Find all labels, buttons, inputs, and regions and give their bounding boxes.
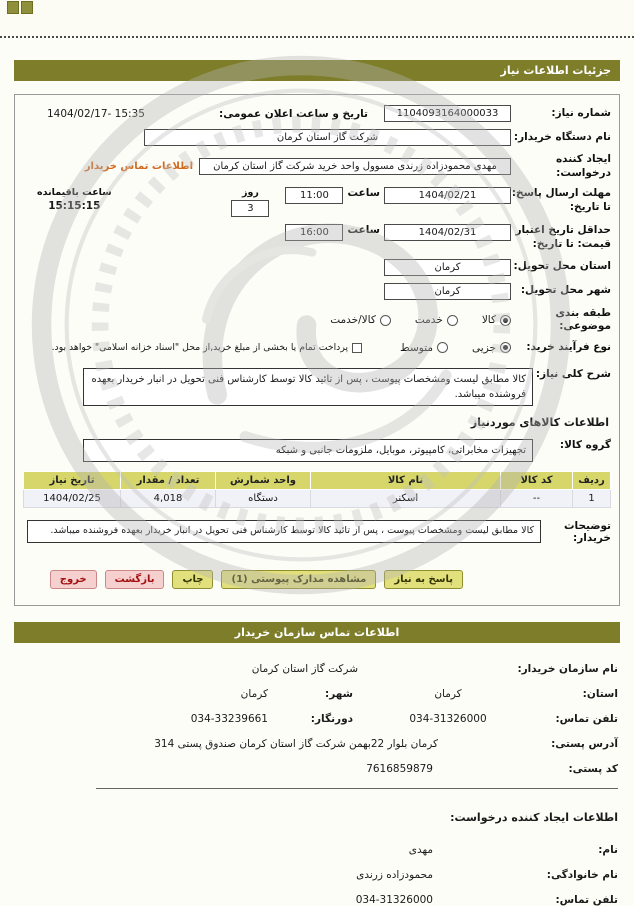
province-city-row bbox=[16, 688, 618, 700]
process-option-label: جزیی bbox=[472, 341, 496, 354]
process-option-label: متوسط bbox=[400, 341, 434, 354]
radio-icon bbox=[437, 342, 448, 353]
buyer-org-field[interactable]: شرکت گاز استان کرمان bbox=[144, 129, 511, 146]
buyer-org-row bbox=[23, 129, 611, 146]
table-header-item-name: نام کالا bbox=[311, 472, 501, 490]
table-row[interactable] bbox=[24, 490, 611, 508]
print-button[interactable]: چاپ bbox=[172, 570, 213, 589]
classification-option-label: خدمت bbox=[414, 314, 443, 327]
cell-need-date: 1404/02/25 bbox=[24, 490, 121, 508]
buyer-notes-label: توضیحات خریدار: bbox=[563, 520, 611, 545]
exit-button[interactable]: خروج bbox=[50, 570, 97, 589]
org-name-label: نام سازمان خریدار: bbox=[517, 663, 618, 676]
city-label: شهر: bbox=[325, 688, 353, 701]
toolbar-fragment-icon bbox=[7, 1, 19, 14]
buyer-notes-box[interactable]: کالا مطابق لیست ومشخصات پیوست ، پس از تائید کالا توسط کارشناس فنی تحویل در انبار خریدار بعهده فروشنده میباشد. bbox=[27, 520, 541, 542]
description-row bbox=[23, 368, 611, 406]
creator-label: ایجاد کننده درخواست: bbox=[555, 153, 611, 179]
phone-value: 034-31326000 bbox=[409, 713, 487, 726]
table-header-row-number: ردیف bbox=[573, 472, 611, 490]
goods-table bbox=[23, 471, 611, 508]
deadline-hour-label: ساعت bbox=[347, 187, 380, 200]
need-number-field[interactable]: 1104093164000033 bbox=[384, 105, 511, 122]
delivery-city-field[interactable]: کرمان bbox=[384, 283, 511, 300]
buyer-org-label: نام دستگاه خریدار: bbox=[513, 130, 611, 143]
last-name-label: نام خانوادگی: bbox=[546, 869, 618, 882]
classification-option-label: کالا/خدمت bbox=[330, 314, 376, 327]
delivery-province-field[interactable]: کرمان bbox=[384, 259, 511, 276]
days-remaining-group bbox=[231, 187, 269, 217]
treasury-checkbox[interactable] bbox=[352, 343, 362, 353]
goods-group-box: تجهیزات مخابراتی، کامپیوتر، موبایل، ملزومات جانبی و شبکه bbox=[83, 439, 533, 462]
classification-row bbox=[23, 307, 611, 334]
section-divider bbox=[96, 788, 618, 789]
first-name-label: نام: bbox=[598, 844, 618, 857]
goods-table-header-row bbox=[24, 472, 611, 490]
description-box[interactable]: کالا مطابق لیست ومشخصات پیوست ، پس از تائید کالا توسط کارشناس فنی تحویل در انبار خریدار بعهده فروشنده میباشد. bbox=[83, 368, 533, 406]
classification-option-goods-service[interactable] bbox=[330, 314, 391, 326]
classification-label: طبقه بندی موضوعی: bbox=[555, 306, 611, 333]
section-header-request-details bbox=[14, 60, 620, 81]
delivery-city-row bbox=[23, 283, 611, 300]
need-number-row bbox=[23, 105, 611, 122]
request-details-panel bbox=[14, 94, 620, 606]
phone-label: تلفن تماس: bbox=[555, 713, 618, 726]
radio-selected-icon bbox=[500, 342, 511, 353]
toolbar-fragment-icon bbox=[21, 1, 33, 14]
first-name-value: مهدی bbox=[408, 844, 433, 857]
creator-phone-row bbox=[16, 894, 618, 906]
hours-remaining-label: ساعت باقیمانده bbox=[37, 187, 112, 199]
phone-fax-row bbox=[16, 713, 618, 725]
day-label: روز bbox=[242, 187, 259, 199]
deadline-date-field[interactable]: 1404/02/21 bbox=[384, 187, 511, 204]
org-name-row bbox=[16, 663, 618, 675]
validity-time-field[interactable]: 16:00 bbox=[285, 224, 343, 241]
hours-remaining-value: 15:15:15 bbox=[48, 200, 101, 213]
process-type-row bbox=[23, 341, 611, 355]
delivery-city-label: شهر محل تحویل: bbox=[520, 284, 611, 297]
buyer-contact-link[interactable]: اطلاعات تماس خریدار bbox=[84, 161, 193, 173]
first-name-row bbox=[16, 844, 618, 856]
postal-code-value: 7616859879 bbox=[366, 763, 433, 776]
classification-option-service[interactable] bbox=[415, 314, 458, 326]
buyer-notes-row bbox=[23, 520, 611, 544]
process-option-minor[interactable] bbox=[472, 342, 511, 354]
back-button[interactable]: بازگشت bbox=[105, 570, 165, 589]
address-value: کرمان بلوار 22بهمن شرکت گاز استان کرمان صندوق پستی 314 bbox=[154, 738, 438, 751]
cell-item-code: -- bbox=[501, 490, 573, 508]
cell-row-number: 1 bbox=[573, 490, 611, 508]
process-option-medium[interactable] bbox=[400, 342, 448, 354]
section-header-contact bbox=[14, 622, 620, 643]
goods-section-title: اطلاعات کالاهای موردنیاز bbox=[470, 416, 609, 430]
price-validity-row bbox=[23, 224, 611, 251]
address-row bbox=[16, 738, 618, 750]
announce-datetime-label: تاریخ و ساعت اعلان عمومی: bbox=[219, 107, 368, 120]
creator-phone-label: تلفن تماس: bbox=[555, 894, 618, 906]
days-field[interactable]: 3 bbox=[231, 200, 269, 217]
delivery-province-label: استان محل تحویل: bbox=[513, 260, 611, 273]
table-header-quantity: تعداد / مقدار bbox=[121, 472, 216, 490]
page-top-strip bbox=[0, 0, 634, 36]
validity-date-field[interactable]: 1404/02/31 bbox=[384, 224, 511, 241]
section-header-title: اطلاعات تماس سازمان خریدار bbox=[234, 626, 400, 640]
process-type-label: نوع فرآیند خرید: bbox=[526, 340, 611, 353]
need-number-label: شماره نیاز: bbox=[551, 106, 611, 119]
cell-quantity: 4,018 bbox=[121, 490, 216, 508]
last-name-row bbox=[16, 869, 618, 881]
fax-label: دورنگار: bbox=[310, 713, 353, 726]
table-header-need-date: تاریخ نیاز bbox=[24, 472, 121, 490]
table-header-item-code: کد کالا bbox=[501, 472, 573, 490]
address-label: آدرس پستی: bbox=[551, 738, 618, 751]
cell-item-name: اسکنر bbox=[311, 490, 501, 508]
province-label: استان: bbox=[582, 688, 618, 701]
org-name-value: شرکت گاز استان کرمان bbox=[251, 663, 358, 676]
deadline-label: مهلت ارسال پاسخ: تا تاریخ: bbox=[511, 187, 611, 213]
radio-icon bbox=[447, 315, 458, 326]
buyer-contact-section bbox=[16, 663, 618, 906]
page-divider bbox=[0, 36, 634, 38]
last-name-value: محمودزاده زرندی bbox=[356, 869, 433, 882]
action-buttons-row bbox=[23, 570, 463, 589]
goods-group-row bbox=[23, 439, 611, 462]
postal-code-label: کد پستی: bbox=[568, 763, 618, 776]
deadline-row bbox=[23, 187, 611, 217]
section-header-title: جزئیات اطلاعات نیاز bbox=[500, 64, 611, 77]
validity-hour-label: ساعت bbox=[347, 224, 380, 237]
city-value: کرمان bbox=[240, 688, 268, 701]
radio-icon bbox=[380, 315, 391, 326]
creator-row bbox=[23, 153, 611, 180]
table-header-unit: واحد شمارش bbox=[216, 472, 311, 490]
goods-group-label: گروه کالا: bbox=[559, 439, 611, 452]
creator-field[interactable]: مهدی محمودزاده زرندی مسوول واحد خرید شرکت گاز استان کرمان bbox=[199, 158, 511, 175]
price-validity-label: حداقل تاریخ اعتبار قیمت: تا تاریخ: bbox=[515, 224, 611, 250]
treasury-note: پرداخت تمام یا بخشی از مبلغ خرید,از محل "اسناد خزانه اسلامی" خواهد بود. bbox=[51, 342, 349, 354]
classification-option-goods[interactable] bbox=[482, 314, 511, 326]
creator-info-header: اطلاعات ایجاد کننده درخواست: bbox=[450, 811, 618, 825]
reply-button[interactable]: پاسخ به نیاز bbox=[384, 570, 463, 589]
province-value: کرمان bbox=[434, 688, 462, 701]
announce-datetime-value: 1404/02/17- 15:35 bbox=[47, 107, 145, 120]
hours-remaining-group bbox=[37, 187, 112, 212]
attachments-button[interactable]: مشاهده مدارک پیوستی (1) bbox=[221, 570, 376, 589]
fax-value: 034-33239661 bbox=[190, 713, 268, 726]
radio-selected-icon bbox=[500, 315, 511, 326]
postal-code-row bbox=[16, 763, 618, 775]
classification-option-label: کالا bbox=[481, 314, 496, 327]
deadline-time-field[interactable]: 11:00 bbox=[285, 187, 343, 204]
creator-phone-value: 034-31326000 bbox=[355, 894, 433, 906]
description-label: شرح کلی نیاز: bbox=[535, 368, 611, 381]
delivery-province-row bbox=[23, 259, 611, 276]
cell-unit: دستگاه bbox=[216, 490, 311, 508]
